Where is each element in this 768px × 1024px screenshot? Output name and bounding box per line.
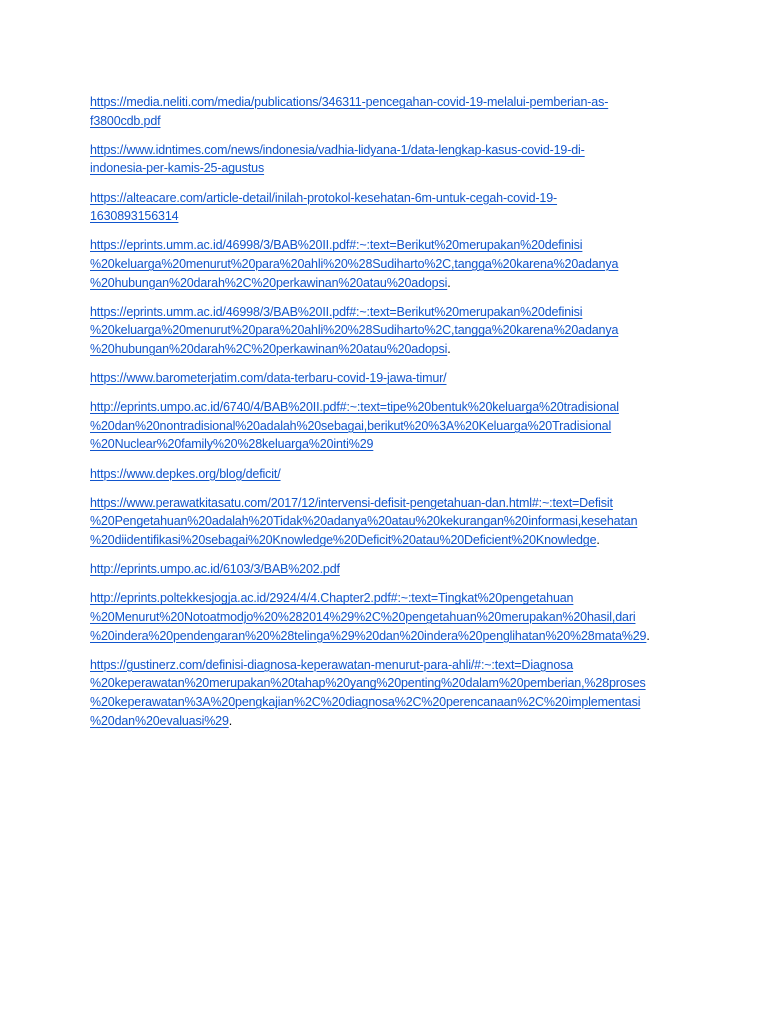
reference-link[interactable] (90, 656, 662, 730)
reference-item (90, 189, 662, 226)
reference-link[interactable] (90, 369, 662, 388)
reference-item (90, 398, 662, 454)
reference-link-text: %20indera%20pendengaran%20%28telinga%29%20dan%20indera%20penglihatan%20%28mata%29 (90, 628, 647, 643)
reference-link[interactable] (90, 141, 662, 178)
reference-link-line: %20keluarga%20menurut%20para%20ahli%20%28Sudiharto%2C,tangga%20karena%20adanya (90, 256, 619, 271)
reference-link-line (90, 627, 662, 646)
reference-link[interactable] (90, 189, 662, 226)
reference-link-line: https://gustinerz.com/definisi-diagnosa-keperawatan-menurut-para-ahli/#:~:text=Diagnosa (90, 657, 574, 672)
reference-link-line: indonesia-per-kamis-25-agustus (90, 161, 265, 176)
reference-link-line: https://alteacare.com/article-detail/inilah-protokol-kesehatan-6m-untuk-cegah-covid-19- (90, 190, 558, 205)
reference-link[interactable] (90, 560, 662, 579)
reference-item (90, 560, 662, 579)
reference-link-text: %20dan%20evaluasi%29 (90, 713, 229, 728)
reference-link-text: %20diidentifikasi%20sebagai%20Knowledge%20Deficit%20atau%20Deficient%20Knowledge (90, 533, 597, 548)
reference-link-line: http://eprints.umpo.ac.id/6103/3/BAB%202.pdf (90, 562, 340, 577)
reference-trailing-period: . (447, 341, 451, 356)
reference-link-line: %20Menurut%20Notoatmodjo%20%282014%29%2C%20pengetahuan%20merupakan%20hasil,dari (90, 610, 636, 624)
reference-link-text: %20hubungan%20darah%2C%20perkawinan%20atau%20adopsi (90, 341, 448, 356)
reference-link[interactable] (90, 93, 662, 130)
reference-trailing-period: . (596, 533, 600, 548)
reference-link-line: %20dan%20nontradisional%20adalah%20sebagai,berikut%20%3A%20Keluarga%20Tradisional (90, 418, 612, 433)
reference-link-line: http://eprints.umpo.ac.id/6740/4/BAB%20II.pdf#:~:text=tipe%20bentuk%20keluarga%20tradisional (90, 400, 619, 415)
reference-link-line: %20Pengetahuan%20adalah%20Tidak%20adanya%20atau%20kekurangan%20informasi,kesehatan (90, 514, 638, 529)
reference-link-line: https://www.idntimes.com/news/indonesia/vadhia-lidyana-1/data-lengkap-kasus-covid-19-di- (90, 142, 585, 157)
reference-item (90, 494, 662, 550)
reference-link-line: %20Nuclear%20family%20%28keluarga%20inti%29 (90, 437, 374, 452)
reference-item (90, 93, 662, 130)
reference-link[interactable] (90, 398, 662, 454)
reference-link[interactable] (90, 465, 662, 484)
reference-trailing-period: . (447, 275, 451, 290)
reference-link-line: https://eprints.umm.ac.id/46998/3/BAB%20II.pdf#:~:text=Berikut%20merupakan%20definisi (90, 238, 583, 253)
reference-item (90, 303, 662, 359)
reference-link-line: https://www.barometerjatim.com/data-terbaru-covid-19-jawa-timur/ (90, 371, 447, 386)
reference-link-line (90, 340, 662, 359)
reference-link-line (90, 712, 662, 731)
reference-item (90, 369, 662, 388)
reference-trailing-period: . (646, 628, 650, 643)
reference-link-text: %20hubungan%20darah%2C%20perkawinan%20atau%20adopsi (90, 275, 448, 290)
reference-link-line: https://eprints.umm.ac.id/46998/3/BAB%20II.pdf#:~:text=Berikut%20merupakan%20definisi (90, 304, 583, 319)
reference-trailing-period: . (228, 713, 233, 728)
reference-link-line: %20keluarga%20menurut%20para%20ahli%20%28Sudiharto%2C,tangga%20karena%20adanya (90, 323, 619, 338)
reference-item (90, 236, 662, 292)
reference-link-line: %20keperawatan%3A%20pengkajian%2C%20diagnosa%2C%20perencanaan%2C%20implementasi (90, 694, 641, 709)
reference-link[interactable] (90, 236, 662, 292)
reference-link-line: https://www.perawatkitasatu.com/2017/12/intervensi-defisit-pengetahuan-dan.html#:~:text=Defisit (90, 495, 613, 510)
reference-link[interactable] (90, 494, 662, 550)
reference-item (90, 656, 662, 730)
reference-link[interactable] (90, 589, 662, 645)
reference-link-line: %20keperawatan%20merupakan%20tahap%20yang%20penting%20dalam%20pemberian,%28proses (90, 676, 646, 691)
reference-link-line: https://www.depkes.org/blog/deficit/ (90, 466, 281, 481)
reference-list (90, 93, 662, 741)
reference-link-line (90, 531, 662, 550)
reference-item (90, 589, 662, 645)
reference-link[interactable] (90, 303, 662, 359)
reference-link-line: f3800cdb.pdf (90, 113, 161, 128)
reference-link-line: https://media.neliti.com/media/publications/346311-pencegahan-covid-19-melalui-pemberian-as- (90, 95, 609, 109)
reference-item (90, 141, 662, 178)
reference-link-line: http://eprints.poltekkesjogja.ac.id/2924/4/4.Chapter2.pdf#:~:text=Tingkat%20pengetahuan (90, 591, 574, 606)
reference-link-line: 1630893156314 (90, 209, 179, 224)
reference-link-line (90, 274, 662, 293)
reference-item (90, 465, 662, 484)
